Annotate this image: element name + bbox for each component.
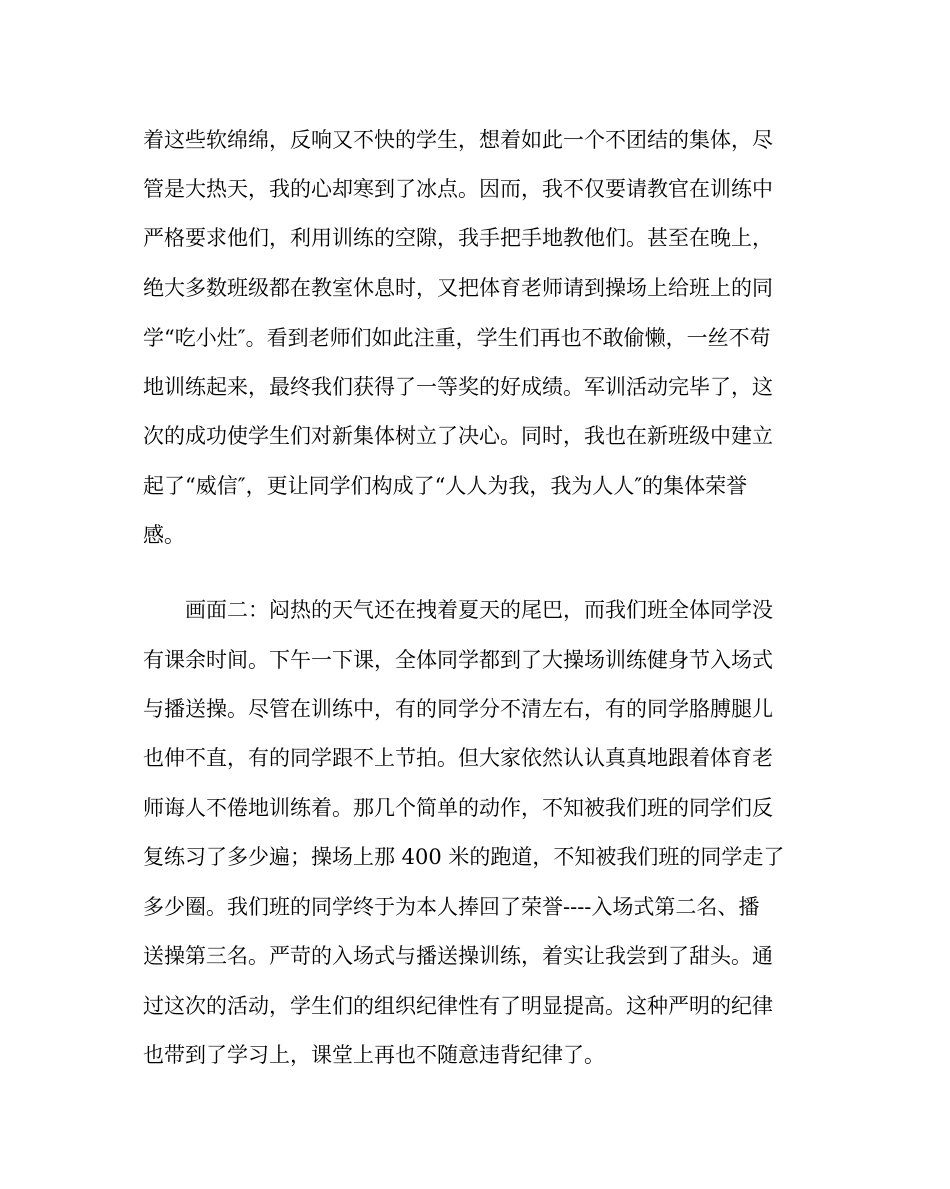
paragraph-2-line-3: 与播送操。尽管在训练中，有的同学分不清左右，有的同学胳膊腿儿 [143,697,773,721]
paragraph-1-line-1: 着这些软绵绵，反响又不快的学生，想着如此一个不团结的集体，尽 [143,128,773,152]
paragraph-2-line-2: 有课余时间。下午一下课，全体同学都到了大操场训练健身节入场式 [143,648,773,672]
paragraph-1-line-2: 管是大热天，我的心却寒到了冰点。因而，我不仅要请教官在训练中 [143,177,773,201]
paragraph-2-line-1: 画面二：闷热的天气还在拽着夏天的尾巴，而我们班全体同学没 [185,598,773,622]
paragraph-1-line-4: 绝大多数班级都在教室休息时，又把体育老师请到操场上给班上的同 [143,276,773,300]
paragraph-2-line-5: 师诲人不倦地训练着。那几个简单的动作，不知被我们班的同学们反 [143,796,773,820]
paragraph-1-line-5: 学“吃小灶″。看到老师们如此注重，学生们再也不敢偷懒，一丝不苟 [143,326,771,350]
paragraph-2-line-7: 多少圈。我们班的同学终于为本人捧回了荣誉----入场式第二名、播 [143,895,760,919]
paragraph-2-line-9: 过这次的活动，学生们的组织纪律性有了明显提高。这种严明的纪律 [143,994,773,1018]
paragraph-1-line-8: 起了“威信″，更让同学们构成了“人人为我，我为人人″的集体荣誉 [143,474,748,498]
paragraph-2-line-6: 复练习了多少遍；操场上那 400 米的跑道，不知被我们班的同学走了 [143,845,785,869]
paragraph-1-line-3: 严格要求他们，利用训练的空隙，我手把手地教他们。甚至在晚上， [143,226,773,250]
paragraph-2-line-10: 也带到了学习上，课堂上再也不随意违背纪律了。 [143,1043,605,1067]
paragraph-1-line-6: 地训练起来，最终我们获得了一等奖的好成绩。军训活动完毕了，这 [143,375,773,399]
paragraph-1-line-9: 感。 [143,523,185,547]
paragraph-2-line-8: 送操第三名。严苛的入场式与播送操训练，着实让我尝到了甜头。通 [143,944,773,968]
paragraph-2-line-4: 也伸不直，有的同学跟不上节拍。但大家依然认认真真地跟着体育老 [143,746,773,770]
paragraph-1-line-7: 次的成功使学生们对新集体树立了决心。同时，我也在新班级中建立 [143,424,773,448]
